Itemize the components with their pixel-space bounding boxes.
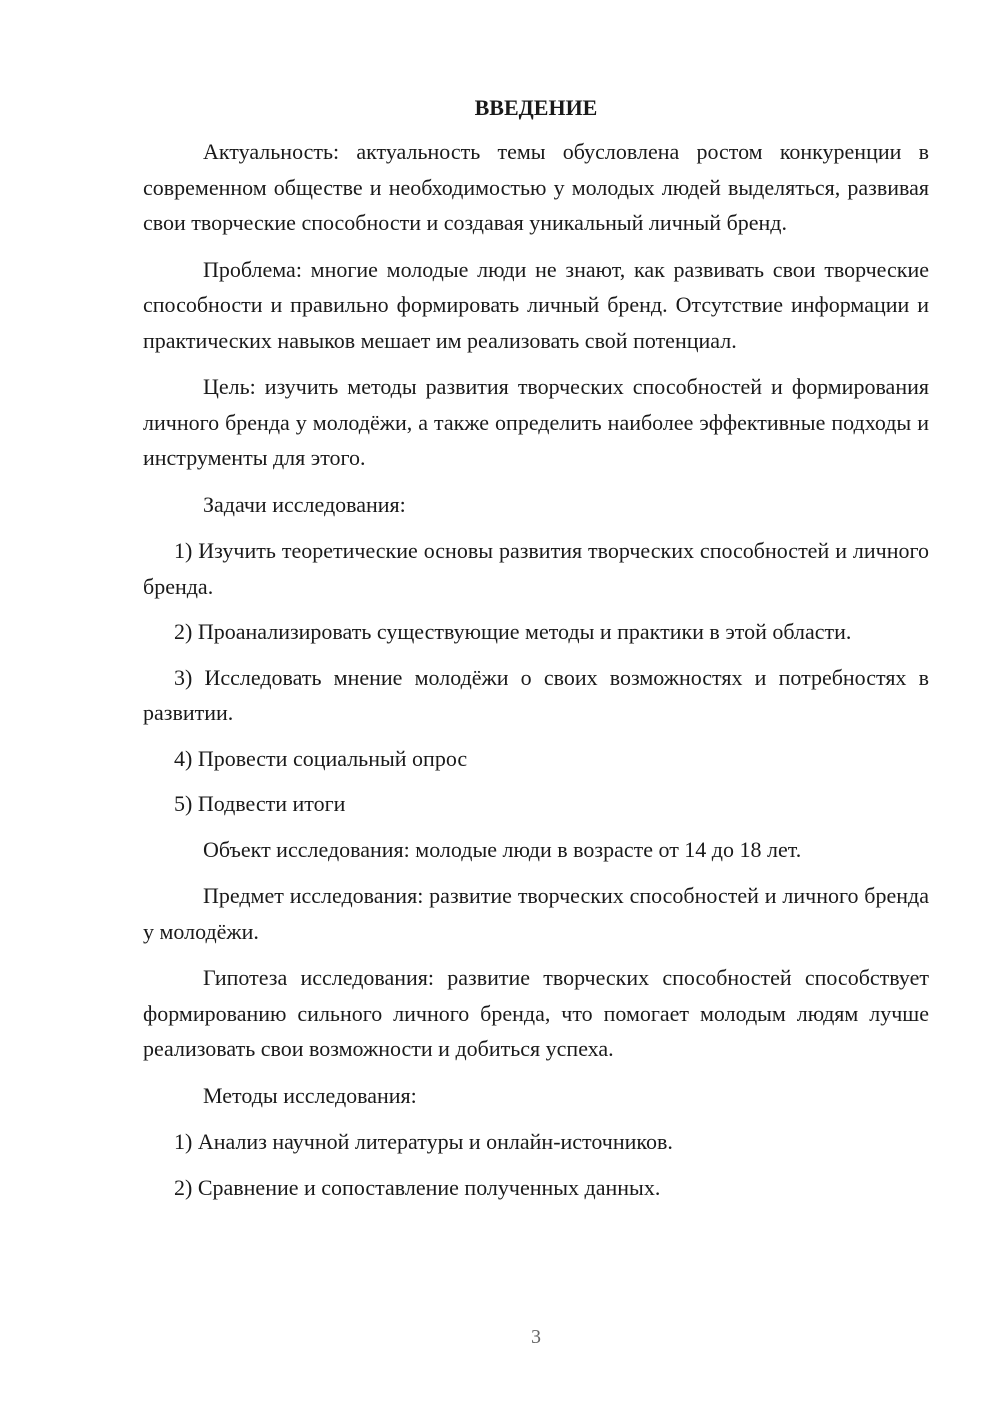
task-item-3: 3) Исследовать мнение молодёжи о своих возможностях и потребностях в развитии. xyxy=(143,664,929,725)
methods-heading: Методы исследования: xyxy=(203,1082,417,1108)
page-number: 3 xyxy=(531,1326,541,1348)
hypothesis-paragraph: Гипотеза исследования: развитие творческих способностей способствует формированию сильного личного бренда, что помогает молодым людям лучше реализовать свои возможности и добиться успеха. xyxy=(143,965,929,1061)
relevance-paragraph: Актуальность: актуальность темы обусловлена ростом конкуренции в современном обществе и необходимостью у молодых людей выделяться, развивая свои творческие способности и создавая уникальный личный бренд. xyxy=(143,139,929,235)
tasks-heading: Задачи исследования: xyxy=(203,491,406,517)
document-page xyxy=(143,90,929,1215)
task-item-1: 1) Изучить теоретические основы развития творческих способностей и личного бренда. xyxy=(143,538,929,599)
task-item-5: 5) Подвести итоги xyxy=(174,791,346,816)
task-item-2: 2) Проанализировать существующие методы и практики в этой области. xyxy=(174,619,852,644)
problem-paragraph: Проблема: многие молодые люди не знают, как развивать свои творческие способности и правильно формировать личный бренд. Отсутствие информации и практических навыков мешает им реализовать свой потенциал. xyxy=(143,256,929,353)
goal-paragraph: Цель: изучить методы развития творческих способностей и формирования личного бренда у молодёжи, а также определить наиболее эффективные подходы и инструменты для этого. xyxy=(143,374,929,470)
subject-paragraph: Предмет исследования: развитие творческих способностей и личного бренда у молодёжи. xyxy=(143,883,929,944)
method-item-1: 1) Анализ научной литературы и онлайн-источников. xyxy=(174,1129,673,1154)
task-item-4: 4) Провести социальный опрос xyxy=(174,745,468,771)
object-paragraph: Объект исследования: молодые люди в возрасте от 14 до 18 лет. xyxy=(203,836,802,862)
page-title: ВВЕДЕНИЕ xyxy=(474,95,598,120)
method-item-2: 2) Сравнение и сопоставление полученных данных. xyxy=(174,1174,661,1200)
